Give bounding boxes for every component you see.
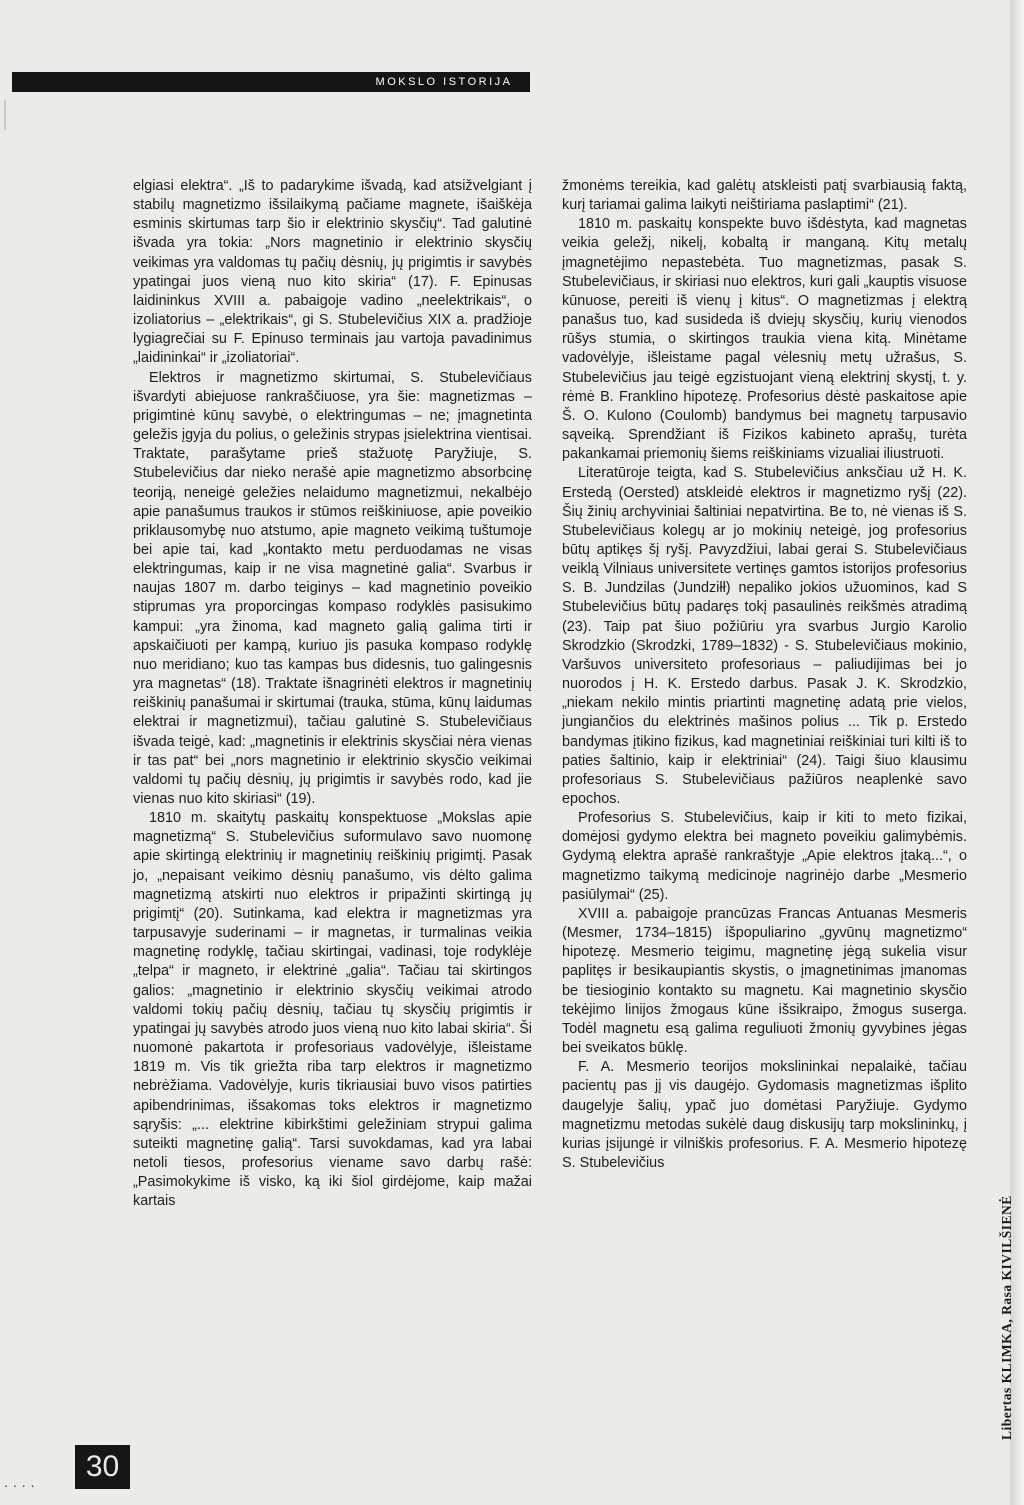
left-column-paragraph: elgiasi elektra“. „Iš to padarykime išvadą, kad atsižvelgiant į stabilų magnetizmo išsilaikymą pačiame magnete, išaiškėja esminis skirtumas tarp šio ir elektrinio skysčių“. Tad galutinė išvada yra tokia: „Nors magnetinio ir elektrinio skysčių veikimas yra valdomas tų pačių dėsnių, jų prigimtis ir savybės ypatingai juos vieną nuo kito skiria“ (17). F. Epinusas laidininkus XVIII a. pabaigoje vadino „neelektrikais“, o izoliatorius – „elektrikais“, gi S. Stubelevičius XIX a. pradžioje lygiagrečiai su F. Epinuso terminais jau vartoja pavadinimus „laidininkai“ ir „izoliatoriai“. xyxy=(133,178,532,367)
page-number: 30 xyxy=(75,1445,130,1489)
section-header-label: MOKSLO ISTORIJA xyxy=(375,76,513,88)
right-column-paragraph: žmonėms tereikia, kad galėtų atskleisti patį svarbiausią faktą, kurį tariamai galima laikyti neištiriama paslaptimi“ (21). xyxy=(562,178,967,214)
right-column-paragraph: Literatūroje teigta, kad S. Stubelevičius anksčiau už H. K. Erstedą (Oersted) atskleidė elektros ir magnetizmo ryšį (22). Šių žinių archyviniai šaltiniai nepatvirtina. Be to, nė vienas iš S. Stubelevičiaus kolegų ar jo mokinių neteigė, jog profesorius būtų aptikęs šį ryšį. Pavyzdžiui, labai gerai S. Stubelevičiaus veiklą Vilniaus universitete vertinęs gamtos istorijos profesorius S. B. Jundzilas (Jundziłł) nepaliko jokios užuominos, kad S Stubelevičius būtų padaręs tokį pasaulinės reikšmės atradimą (23). Taip pat šiuo požiūriu yra svarbus Jurgio Karolio Skrodzkio (Skrodzki, 1789–1832) - S. Stubelevičiaus mokinio, Varšuvos universiteto profesoriaus – paliudijimas bei jo nuorodos į H. K. Erstedo darbus. Pasak J. K. Skrodzkio, „niekam nekilo mintis priartinti magnetinę adatą prie vielos, jungiančios du elektrinės mašinos polius ... Tik p. Erstedo bandymas įtikino fizikus, kad magnetiniai reiškiniai turi kilti iš to paties šaltinio, kaip ir elektriniai“ (24). Taigi šiuo klausimu profesoriaus S. Stubelevičiaus pažiūros neaplenkė savo epochos. xyxy=(562,465,967,807)
author-credit: Libertas KLIMKA, Rasa KIVILŠIENĖ xyxy=(999,1195,1014,1440)
right-column-paragraph: XVIII a. pabaigoje prancūzas Francas Antuanas Mesmeris (Mesmer, 1734–1815) išpopuliarino „gyvūnų magnetizmo“ hipotezę. Mesmerio teigimu, magnetinę jėgą sukelia visur paplitęs ir besikaupiantis skystis, o įmagnetinimas įmanomas be tiesioginio kontakto su magnetu. Kai magnetinio skysčio tekėjimo linijos žmogaus kūne išsikraipo, žmogus suserga. Todėl magnetu esą galima reguliuoti žmonių gyvybines jėgas bei sveikatos būklę. xyxy=(562,905,967,1057)
right-column-paragraph: 1810 m. paskaitų konspekte buvo išdėstyta, kad magnetas veikia geležį, nikelį, kobaltą ir manganą. Kitų metalų įmagnetėjimo nepastebėta. Tuo magnetizmas, pasak S. Stubelevičiaus, ir skiriasi nuo elektros, kuri gali „kauptis visuose kūnuose, pereiti iš vienų į kitus“. O magnetizmas į elektrą panašus tuo, kad susideda iš dviejų skysčių, kurių vienodos rūšys stumia, o skirtingos traukia viena kitą. Minėtame vadovėlyje, išleistame pagal vėlesnių metų užrašus, S. Stubelevičius jau teigė egzistuojant vieną elektrinį skystį, t. y. rėmė B. Franklino hipotezę. Profesorius dėstė paskaitose apie Š. O. Kulono (Coulomb) bandymus bei magnetų tarpusavio sąveiką. Sprendžiant iš Fizikos kabineto aprašų, turėta pakankamai priemonių šiems reiškiniams vizualiai iliustruoti. xyxy=(562,216,967,463)
left-text-column xyxy=(133,177,532,1211)
right-column-paragraph: Profesorius S. Stubelevičius, kaip ir kiti to meto fizikai, domėjosi gydymo elektra bei magneto poveikiu galimybėmis. Gydymą elektra aprašė rankraštyje „Apie elektros įtaką...“, o magnetizmo taikymą medicinoje nagrinėjo darbe „Mesmerio pasiūlymai“ (25). xyxy=(562,810,967,903)
left-column-paragraph: Elektros ir magnetizmo skirtumai, S. Stubelevičiaus išvardyti abiejuose rankraščiuose, yra šie: magnetizmas – prigimtinė kūnų savybė, o elektringumas – ne; įmagnetinta geležis įgyja du polius, o geležinis strypas įsielektrina vientisai. Traktate, parašytame prieš stažuotę Paryžiuje, S. Stubelevičius dar nieko nerašė apie magnetizmo absorbcinę teoriją, neneigė geležies nelaidumo magnetizmui, nekalbėjo apie panašumus traukos ir stūmos reiškiniuose, apie poveikio priklausomybę nuo atstumo, apie magneto veikimą tuštumoje bei apie tai, kad „kontakto metu perduodamas ne visas elektringumas, kaip ir ne visa magnetinė galia“. Svarbus ir naujas 1807 m. darbo teiginys – kad magnetinio poveikio stiprumas yra proporcingas kompaso rodyklės pasisukimo kampui: „yra žinoma, kad magneto galią galima tirti ir apskaičiuoti per kampą, kuriuo jis pasuka kompaso rodyklę nuo meridiano; kuo tas kampas bus didesnis, tuo galingesnis yra magnetas“ (18). Traktate išnagrinėti elektros ir magnetinių reiškinių panašumai ir skirtumai (trauka, stūma, kūnų laidumas elektrai ir magnetizmui), tačiau galutinė S. Stubelevičiaus išvada teigė, kad: „magnetinis ir elektrinis skysčiai nėra vienas ir tas pat“ bei „nors magnetinio ir elektrinio skysčio veikimai valdomi tų pačių dėsnių, jų prigimtis ir savybės rodo, kad jie vienas nuo kito skiriasi“ (19). xyxy=(133,369,532,807)
scan-mark xyxy=(4,100,6,130)
right-text-column xyxy=(562,177,967,1173)
page-dots: .... xyxy=(4,1474,40,1490)
left-column-paragraph: 1810 m. skaitytų paskaitų konspektuose „Mokslas apie magnetizmą“ S. Stubelevičius suformulavo savo nuomonę apie skirtingą elektrinių ir magnetinių reiškinių prigimtį. Pasak jo, „nepaisant veikimo dėsnių panašumo, vis dėlto galima magnetizmą atskirti nuo elektros ir pripažinti skirtingą jų prigimtį“ (20). Sutinkama, kad elektra ir magnetizmas yra tarpusavyje suderinami – ir magnetas, ir turmalinas veikia magnetinę rodyklę, tačiau skirtingai, vadinasi, toje rodyklėje „telpa“ ir magneto, ir elektrinė „galia“. Tačiau tai skirtingos galios: „magnetinio ir elektrinio skysčių veikimai atrodo valdomi tokių pačių dėsnių, tačiau tų skysčių prigimtis ir ypatingai jų savybės atrodo juos vieną nuo kito labai skiria“. Ši nuomonė pakartota ir profesoriaus vadovėlyje, išleistame 1819 m. Vis tik griežta riba tarp elektros ir magnetizmo nebrėžiama. Vadovėlyje, kuris tikriausiai buvo visos patirties apibendrinimas, išsakomas toks elektros ir magnetizmo sąryšis: „... elektrine kibirkštimi geležiniam strypui galima suteikti magnetinę galią“. Tarsi suvokdamas, kad yra labai netoli tiesos, profesorius viename savo darbų rašė: „Pasimokykime iš visko, ką iki šiol girdėjome, kaip mažai kartais xyxy=(133,810,532,1210)
right-column-paragraph: F. A. Mesmerio teorijos mokslininkai nepalaikė, tačiau pacientų pas jį vis daugėjo. Gydomasis magnetizmas išplito daugelyje šalių, ypač juo domėtasi Paryžiuje. Gydymo magnetizmu metodas sukėlė daug diskusijų tarp mokslininkų, į kurias įsijungė ir vilniškis profesorius. F. A. Mesmerio hipotezę S. Stubelevičius xyxy=(562,1059,967,1171)
